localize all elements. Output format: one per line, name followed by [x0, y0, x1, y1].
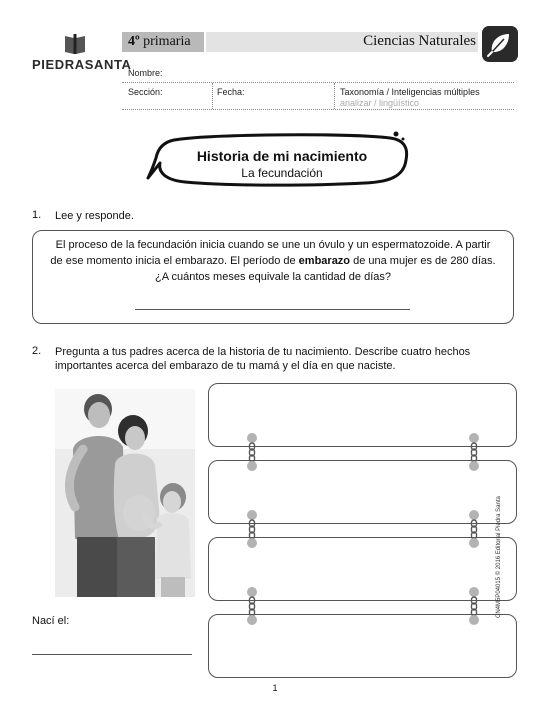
birth-date-line[interactable] [32, 654, 192, 655]
book-logo-icon [63, 33, 87, 55]
page-title: Historia de mi nacimiento [196, 148, 368, 164]
date-field-label: Fecha: [217, 87, 245, 97]
paragraph-line: El proceso de la fecundación inicia cuando se une un óvulo y un espermatozoide. A partir [55, 239, 491, 251]
grade-label [128, 34, 191, 50]
grade-level: primaria [143, 34, 191, 49]
field-divider [212, 83, 213, 109]
paragraph-question: ¿A cuántos meses equivale la cantidad de días? [154, 271, 392, 283]
paragraph-line [40, 253, 506, 269]
question-2-number: 2. [32, 345, 42, 357]
family-photo [55, 389, 195, 597]
fields-bottom-line [122, 109, 514, 110]
prompt-line: importantes acerca del embarazo de tu mamá y el día en que naciste. [55, 360, 396, 372]
question-2-prompt [55, 345, 470, 373]
taxonomy-sublabel: analizar / lingüístico [340, 98, 420, 108]
subject-title: Ciencias Naturales [363, 33, 476, 49]
taxonomy-label: Taxonomía / Inteligencias múltiples [340, 87, 480, 97]
grade-number: 4º [128, 34, 140, 49]
question-1-paragraph [40, 237, 506, 285]
field-divider [334, 83, 335, 109]
leaf-icon [482, 26, 518, 62]
answer-line[interactable] [135, 309, 410, 310]
question-1-prompt: Lee y responde. [55, 210, 134, 222]
paragraph-text: de ese momento inicia el embarazo. El período de [50, 255, 299, 267]
brand-logo-text: PIEDRASANTA [32, 57, 132, 72]
paragraph-text: de una mujer es de 280 días. [350, 255, 496, 267]
name-field-label: Nombre: [128, 68, 163, 78]
copyright-note: CN4M5P04015 © 2016 Editorial Piedra Santa [496, 496, 502, 618]
birth-date-label: Nací el: [32, 615, 70, 627]
section-field-label: Sección: [128, 87, 163, 97]
question-1-number: 1. [32, 209, 42, 221]
paragraph-bold-word: embarazo [298, 255, 351, 267]
panel-chains [208, 383, 517, 678]
page-number: 1 [272, 683, 278, 693]
name-field-line[interactable] [122, 82, 514, 83]
page-subtitle: La fecundación [241, 166, 323, 180]
prompt-line: Pregunta a tus padres acerca de la historia de tu nacimiento. Describe cuatro hechos [55, 346, 471, 358]
